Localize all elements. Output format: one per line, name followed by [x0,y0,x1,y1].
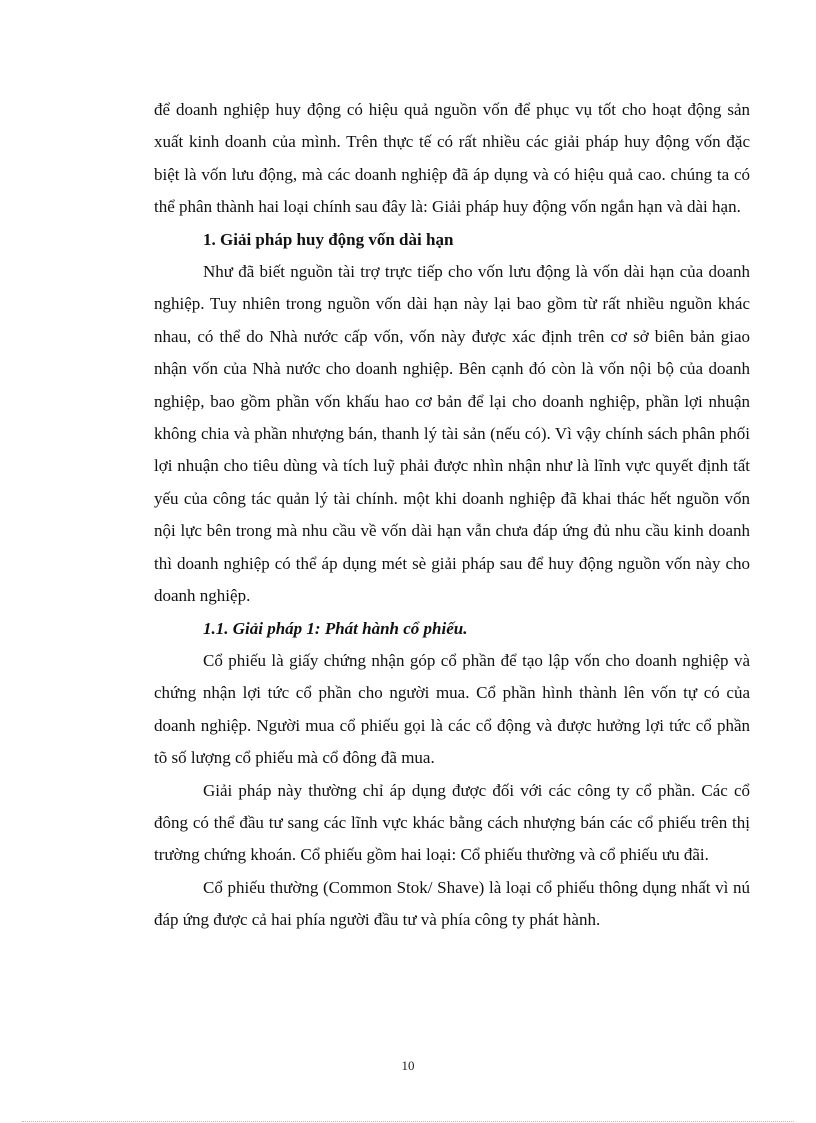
document-page [154,94,750,937]
paragraph-stock-applicability: Giải pháp này thường chỉ áp dụng được đối với các công ty cổ phần. Các cổ đông có thể đầu tư sang các lĩnh vực khác bằng cách nhượng bán các cổ phiếu trên thị trường chứng khoán. Cổ phiếu gồm hai loại: Cổ phiếu thường và cổ phiếu ưu đãi. [154,780,750,865]
paragraph-intro: để doanh nghiệp huy động có hiệu quả nguồn vốn để phục vụ tốt cho hoạt động sản xuất kinh doanh của mình. Trên thực tế có rất nhiều các giải pháp huy động vốn đặc biệt là vốn lưu động, mà các doanh nghiệp đã áp dụng và có hiệu quả cao. chúng ta có thể phân thành hai loại chính sau đây là: Giải pháp huy động vốn ngắn hạn và dài hạn. [154,100,750,217]
paragraph-common-stock: Cổ phiếu thường (Common Stok/ Shave) là loại cổ phiếu thông dụng nhất vì nú đáp ứng được cả hai phía người đầu tư và phía công ty phát hành. [154,877,750,930]
paragraph-stock-definition: Cổ phiếu là giấy chứng nhận góp cổ phần để tạo lập vốn cho doanh nghiệp và chứng nhận lợi tức cổ phần cho người mua. Cổ phần hình thành lên vốn tự có của doanh nghiệp. Người mua cổ phiếu gọi là các cổ động và được hưởng lợi tức cổ phần tõ số lượng cổ phiếu mà cổ đông đã mua. [154,650,750,768]
section-heading-1: 1. Giải pháp huy động vốn dài hạn [203,229,454,249]
section-heading-1-1: 1.1. Giải pháp 1: Phát hành cổ phiếu. [203,618,468,638]
paragraph-section-1: Như đã biết nguồn tài trợ trực tiếp cho vốn lưu động là vốn dài hạn của doanh nghiệp. Tuy nhiên trong nguồn vốn dài hạn này lại bao gồm từ rất nhiều nguồn khác nhau, có thể do Nhà nước cấp vốn, vốn này được xác định trên cơ sở biên bản giao nhận vốn của Nhà nước cho doanh nghiệp. Bên cạnh đó còn là vốn nội bộ của doanh nghiệp, bao gồm phần vốn khấu hao cơ bản để lại cho doanh nghiệp, phần lợi nhuận không chia và phần nhượng bán, thanh lý tài sản (nếu có). Vì vậy chính sách phân phối lợi nhuận cho tiêu dùng và tích luỹ phải được nhìn nhận như là lĩnh vực quyết định tất yếu của công tác quản lý tài chính. một khi doanh nghiệp đã khai thác hết nguồn vốn nội lực bên trong mà nhu cầu về vốn dài hạn vẫn chưa đáp ứng đủ nhu cầu kinh doanh thì doanh nghiệp có thể áp dụng mét sè giải pháp sau để huy động nguồn vốn này cho doanh nghiệp. [154,262,750,606]
page-bottom-divider [22,1121,794,1122]
page-number: 10 [401,1058,415,1073]
